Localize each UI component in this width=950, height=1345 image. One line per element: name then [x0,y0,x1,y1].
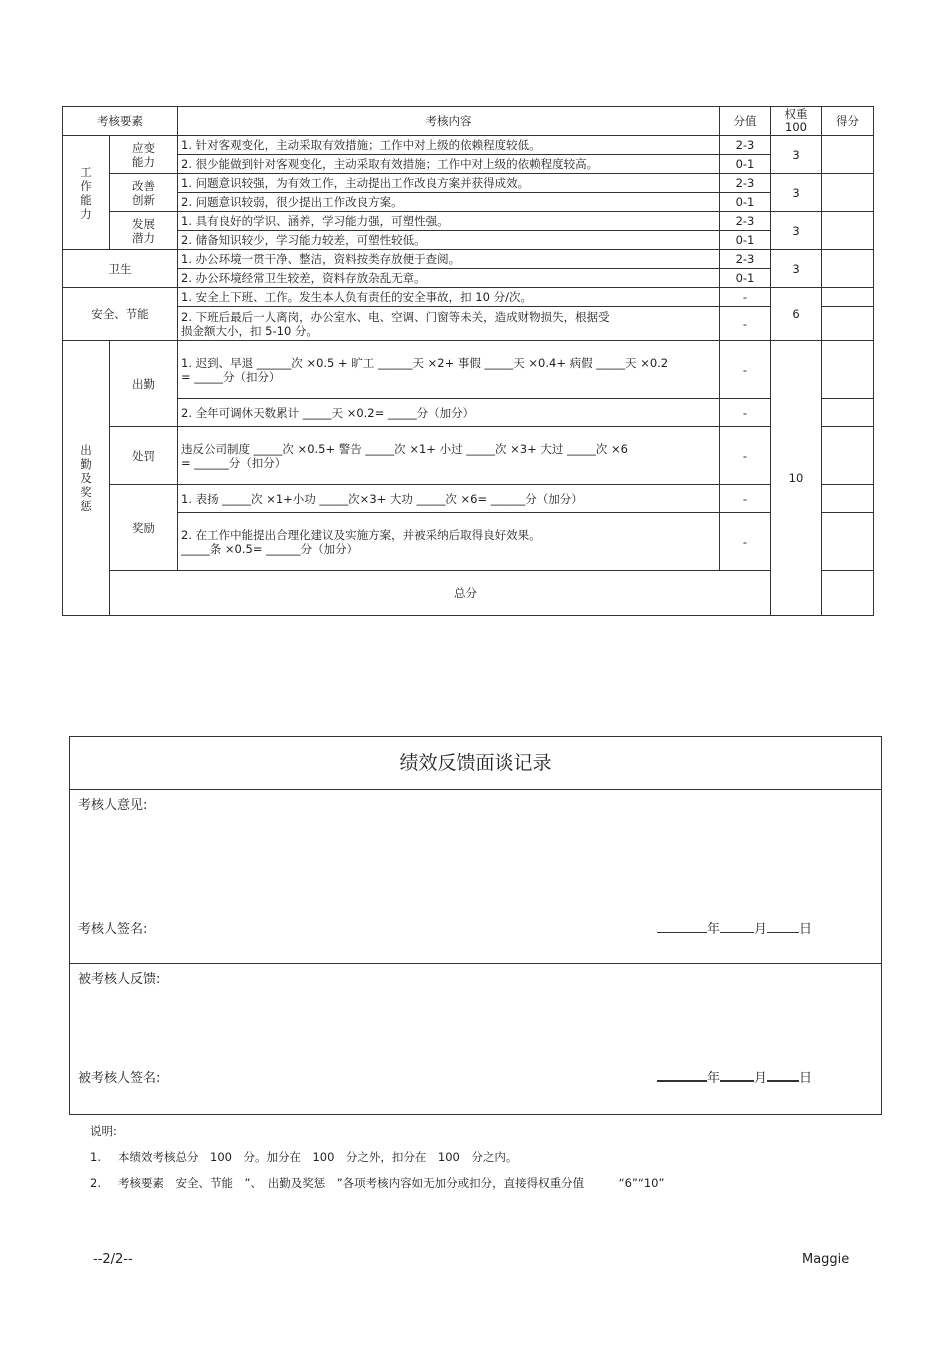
table-row [63,250,874,269]
table-row [63,231,874,250]
reviewer-opinion-label: 考核人意见: [78,798,148,813]
sub-reward: 奖励 [110,485,178,571]
score-cell[interactable] [822,485,874,513]
page-number: --2/2-- [93,1252,133,1267]
weight-cell: 3 [771,250,822,288]
weight-cell: 3 [771,136,822,174]
item-text: 违反公司制度 _____次 ×0.5+ 警告 _____次 ×1+ 小过 _____次 ×3+ 大过 _____次 ×6 = ______分（扣分） [178,427,720,485]
item-text: 2. 在工作中能提出合理化建议及实施方案，并被采纳后取得良好效果。 _____条 ×0.5= ______分（加分） [178,513,720,571]
header-weight: 权重 100 [771,107,822,136]
score-cell[interactable] [822,212,874,250]
reviewee-section [70,964,881,1114]
reviewer-sign-label: 考核人签名: [78,922,148,937]
item-value: - [720,513,771,571]
item-value: - [720,341,771,399]
item-text: 2. 下班后最后一人离岗，办公室水、电、空调、门窗等未关，造成财物损失，根据受 损金额大小，扣 5-10 分。 [178,307,720,341]
year-blank[interactable] [657,920,707,933]
factor-safety: 安全、节能 [63,288,178,341]
table-row [63,212,874,231]
month-blank[interactable] [720,1068,754,1082]
score-cell[interactable] [822,341,874,399]
item-text: 1. 办公环境一贯干净、整洁，资料按类存放便于查阅。 [178,250,720,269]
reviewer-date: 年 月 日 [657,918,812,937]
header-got: 得分 [822,107,874,136]
table-row [63,513,874,571]
item-value: - [720,399,771,427]
total-row [63,571,874,616]
sub-innovation: 改善创新 [110,174,178,212]
evaluation-table [62,106,874,616]
reviewee-feedback-label: 被考核人反馈: [78,972,161,987]
item-text: 1. 安全上下班、工作。发生本人负有责任的安全事故，扣 10 分/次。 [178,288,720,307]
note-item: 2. 考核要素 安全、节能 ”、 出勤及奖惩 ”各项考核内容如无加分或扣分，直接得权重分值 “6”“10” [90,1176,665,1190]
header-factor: 考核要素 [63,107,178,136]
group-attendance: 出勤及奖惩 [63,341,110,616]
score-cell[interactable] [822,136,874,174]
table-row [63,174,874,193]
weight-cell: 3 [771,174,822,212]
day-blank[interactable] [767,920,799,933]
feedback-box [69,736,882,1115]
weight-cell: 6 [771,288,822,341]
item-text: 1. 具有良好的学识、涵养，学习能力强，可塑性强。 [178,212,720,231]
score-cell[interactable] [822,513,874,571]
month-blank[interactable] [720,920,754,933]
notes [90,1118,664,1196]
item-text: 2. 储备知识较少，学习能力较差，可塑性较低。 [178,231,720,250]
table-row [63,341,874,399]
reviewee-sign-label: 被考核人签名: [78,1071,161,1086]
table-header-row [63,107,874,136]
table-row [63,307,874,341]
note-item: 1. 本绩效考核总分 100 分。加分在 100 分之外，扣分在 100 分之内。 [90,1150,518,1164]
score-cell[interactable] [822,288,874,307]
item-value: 2-3 [720,136,771,155]
item-value: - [720,427,771,485]
table-row [63,288,874,307]
table-row [63,399,874,427]
total-score-cell[interactable] [822,571,874,616]
table-row [63,269,874,288]
table-row [63,485,874,513]
weight-cell: 10 [771,341,822,616]
group-work-ability: 工作能力 [63,136,110,250]
item-text: 2. 问题意识较弱，很少提出工作改良方案。 [178,193,720,212]
table-row [63,136,874,155]
sub-adaptability: 应变能力 [110,136,178,174]
score-cell[interactable] [822,307,874,341]
score-cell[interactable] [822,174,874,212]
item-value: 2-3 [720,212,771,231]
item-value: 2-3 [720,250,771,269]
reviewee-date: 年 月 日 [657,1067,812,1086]
total-label: 总分 [110,571,822,616]
table-row [63,427,874,485]
header-score-value: 分值 [720,107,771,136]
table-row [63,193,874,212]
score-cell[interactable] [822,399,874,427]
notes-title: 说明: [90,1124,117,1138]
item-value: 0-1 [720,193,771,212]
item-value: - [720,307,771,341]
author-name: Maggie [802,1252,850,1267]
item-text: 1. 问题意识较强，为有效工作，主动提出工作改良方案并获得成效。 [178,174,720,193]
score-cell[interactable] [822,427,874,485]
score-cell[interactable] [822,250,874,288]
header-content: 考核内容 [178,107,720,136]
item-text: 2. 全年可调休天数累计 _____天 ×0.2= _____分（加分） [178,399,720,427]
item-text: 2. 很少能做到针对客观变化，主动采取有效措施；工作中对上级的依赖程度较高。 [178,155,720,174]
item-text: 1. 针对客观变化，主动采取有效措施；工作中对上级的依赖程度较低。 [178,136,720,155]
weight-cell: 3 [771,212,822,250]
item-value: 0-1 [720,155,771,174]
item-value: 0-1 [720,231,771,250]
sub-potential: 发展潜力 [110,212,178,250]
sub-punishment: 处罚 [110,427,178,485]
item-value: 2-3 [720,174,771,193]
item-value: 0-1 [720,269,771,288]
item-text: 2. 办公环境经常卫生较差，资料存放杂乱无章。 [178,269,720,288]
sub-attendance: 出勤 [110,341,178,427]
year-blank[interactable] [657,1068,707,1082]
item-text: 1. 表扬 _____次 ×1+小功 _____次×3+ 大功 _____次 ×6= ______分（加分） [178,485,720,513]
item-value: - [720,485,771,513]
table-row [63,155,874,174]
feedback-title: 绩效反馈面谈记录 [70,737,881,790]
factor-hygiene: 卫生 [63,250,178,288]
item-value: - [720,288,771,307]
reviewer-section [70,790,881,964]
item-text: 1. 迟到、早退 ______次 ×0.5 + 旷工 ______天 ×2+ 事假 _____天 ×0.4+ 病假 _____天 ×0.2 = _____分（扣分） [178,341,720,399]
day-blank[interactable] [767,1068,799,1082]
